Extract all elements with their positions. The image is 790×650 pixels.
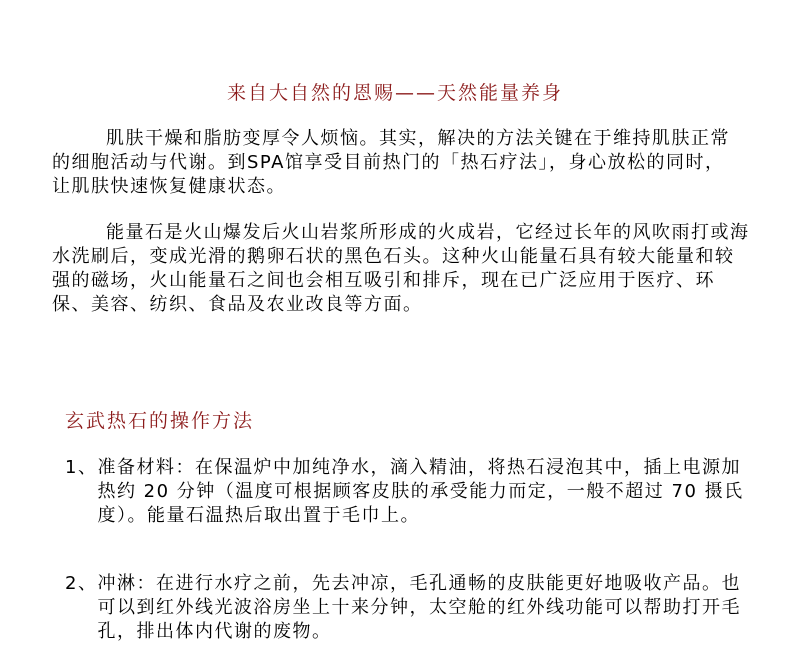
step-item <box>65 572 745 644</box>
intro-paragraph-text: 肌肤干燥和脂肪变厚令人烦恼。其实，解决的方法关键在于维持肌肤正常的细胞活动与代谢。到SPA馆享受目前热门的「热石疗法」，身心放松的同时，让肌肤快速恢复健康状态。 <box>52 128 730 197</box>
step-text: 冲淋：在进行水疗之前，先去冲凉，毛孔通畅的皮肤能更好地吸收产品。也可以到红外线光波浴房坐上十来分钟，太空舱的红外线功能可以帮助打开毛孔，排出体内代谢的废物。 <box>97 573 741 642</box>
energy-stone-paragraph <box>52 221 752 317</box>
intro-paragraph <box>52 127 742 199</box>
article-title: 来自大自然的恩赐——天然能量养身 <box>226 82 563 104</box>
energy-stone-paragraph-text: 能量石是火山爆发后火山岩浆所形成的火成岩，它经过长年的风吹雨打或海水洗刷后，变成光滑的鹅卵石状的黑色石头。这种火山能量石具有较大能量和较强的磁场，火山能量石之间也会相互吸引和排斥，现在已广泛应用于医疗、环保、美容、纺织、食品及农业改良等方面。 <box>52 222 750 315</box>
step-text: 准备材料：在保温炉中加纯净水，滴入精油，将热石浸泡其中，插上电源加热约 20 分钟（温度可根据顾客皮肤的承受能力而定，一般不超过 70 摄氏度）。能量石温热后取出置于毛巾上。 <box>97 457 744 526</box>
step-item <box>65 456 745 528</box>
step-number: 2、 <box>65 573 98 594</box>
section-title: 玄武热石的操作方法 <box>65 410 255 432</box>
step-number: 1、 <box>65 457 98 478</box>
